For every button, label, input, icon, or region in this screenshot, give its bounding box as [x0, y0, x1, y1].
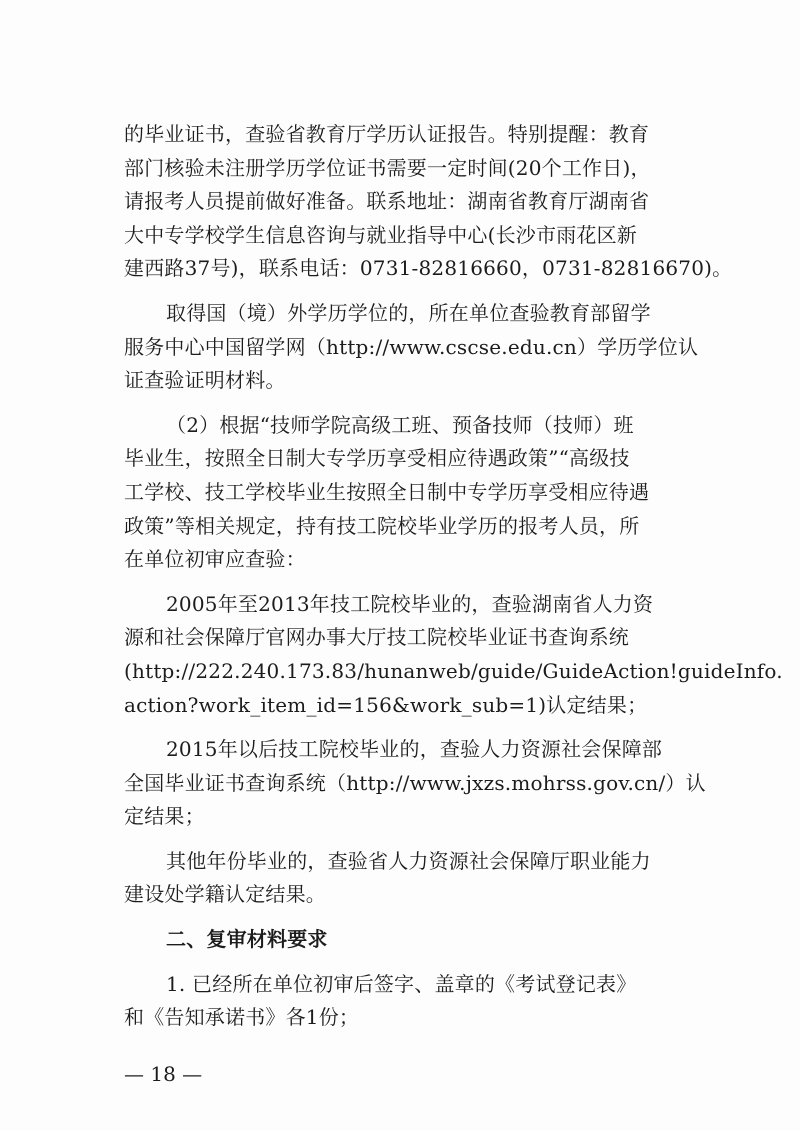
- text-line: 部门核验未注册学历学位证书需要一定时间(20个工作日)，: [124, 155, 651, 180]
- text-line: 全国毕业证书查询系统（http://www.jxzs.mohrss.gov.cn/）认: [124, 770, 706, 795]
- text-line: 大中专学校学生信息咨询与就业指导中心(长沙市雨花区新: [124, 222, 638, 247]
- text-line: 2015年以后技工院校毕业的，查验人力资源社会保障部: [166, 737, 663, 762]
- text-line: 建西路37号)，联系电话：0731-82816660，0731-82816670)。: [124, 256, 733, 281]
- text-line: 证查验证明材料。: [124, 368, 286, 393]
- text-line: action?work_item_id=156&work_sub=1)认定结果；: [124, 692, 648, 717]
- document-body: [124, 118, 783, 1035]
- paragraph-technical-school: [124, 409, 694, 577]
- text-line: 1. 已经所在单位初审后签字、盖章的《考试登记表》: [166, 971, 637, 996]
- text-line: （2）根据“技师学院高级工班、预备技师（技师）班: [166, 412, 634, 437]
- text-line: 建设处学籍认定结果。: [124, 882, 326, 907]
- text-line: 的毕业证书，查验省教育厅学历认证报告。特别提醒：教育: [124, 122, 650, 146]
- text-line: 和《告知承诺书》各1份；: [124, 1005, 360, 1030]
- text-line: 其他年份毕业的，查验省人力资源社会保障厅职业能力: [166, 848, 651, 873]
- section-heading: 二、复审材料要求: [166, 927, 328, 952]
- paragraph-after-2015: [124, 733, 706, 834]
- paragraph-foreign-degree: [124, 297, 699, 398]
- paragraph-other-years: [124, 845, 694, 912]
- text-line: 请报考人员提前做好准备。联系地址：湖南省教育厅湖南省: [124, 189, 650, 214]
- text-line: (http://222.240.173.83/hunanweb/guide/GuideAction!guideInfo.: [124, 658, 783, 683]
- text-line: 工学校、技工学校毕业生按照全日制中专学历享受相应待遇: [124, 479, 650, 504]
- text-line: 毕业生，按照全日制大专学历享受相应待遇政策”“高级技: [124, 446, 630, 471]
- page-number: — 18 —: [124, 1062, 203, 1086]
- text-line: 服务中心中国留学网（http://www.cscse.edu.cn）学历学位认: [124, 334, 699, 359]
- text-line: 在单位初审应查验：: [124, 547, 306, 572]
- text-line: 定结果；: [124, 804, 205, 829]
- paragraph-2005-2013: [124, 588, 783, 722]
- text-line: 2005年至2013年技工院校毕业的，查验湖南省人力资: [166, 591, 654, 616]
- paragraph-certification-check: [124, 118, 733, 286]
- text-line: 政策”等相关规定，持有技工院校毕业学历的报考人员，所: [124, 513, 640, 538]
- list-item-review-materials: [124, 968, 694, 1035]
- text-line: 源和社会保障厅官网办事大厅技工院校毕业证书查询系统: [124, 625, 629, 650]
- text-line: 取得国（境）外学历学位的，所在单位查验教育部留学: [166, 300, 651, 325]
